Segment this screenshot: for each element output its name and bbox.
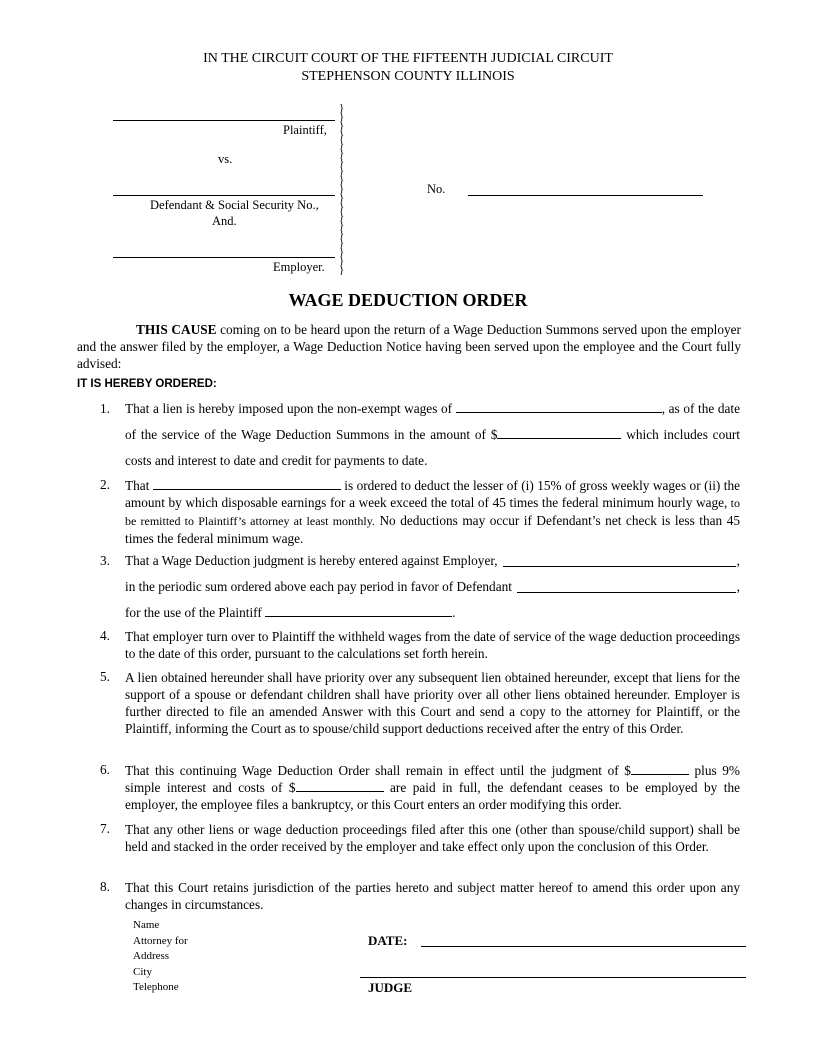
intro-paragraph: [77, 321, 741, 372]
item-6-text: [125, 762, 740, 813]
item-3-part-c: in the periodic sum ordered above each pay period in favor of Defendant: [125, 579, 512, 594]
item-2-number: 2.: [100, 477, 110, 492]
item-1-part-a: That a lien is hereby imposed upon the non-exempt wages of: [125, 401, 453, 416]
item-3-part-a: That a Wage Deduction judgment is hereby entered against Employer,: [125, 553, 498, 568]
employer-blank-line[interactable]: [113, 257, 335, 258]
item-3-part-b: ,: [736, 553, 740, 568]
item-1-number: 1.: [100, 401, 110, 416]
judge-signature-line[interactable]: [360, 977, 746, 978]
item-5-number: 5.: [100, 669, 110, 684]
date-label: DATE:: [368, 933, 408, 948]
attorney-block: [133, 918, 188, 996]
intro-lead: THIS CAUSE: [136, 322, 217, 337]
item-2-part-c: to be remitted to Plaintiff’s attorney at least monthly.: [125, 496, 740, 528]
document-title: WAGE DEDUCTION ORDER: [288, 290, 528, 310]
item-3-line-1: [125, 548, 740, 574]
caption-bracket: } } } } } } } } } } } } } } } } } } }: [339, 102, 345, 276]
attorney-for-label: Attorney for: [133, 934, 188, 947]
item-3-line-3: [125, 600, 740, 626]
item-3-part-f: .: [452, 605, 456, 620]
plaintiff-label: Plaintiff,: [283, 123, 327, 137]
summons-amount-blank[interactable]: [497, 426, 621, 439]
item-4-number: 4.: [100, 628, 110, 643]
item-3-part-e: for the use of the Plaintiff: [125, 605, 262, 620]
item-8-text: That this Court retains jurisdiction of the parties hereto and subject matter hereof to amend this order upon any changes in circumstances.: [125, 880, 740, 912]
attorney-address-label: Address: [133, 950, 170, 962]
defendant-favor-blank[interactable]: [517, 574, 736, 593]
item-2-text: [125, 477, 740, 547]
item-1-text: [125, 396, 740, 474]
court-name-line-1: IN THE CIRCUIT COURT OF THE FIFTEENTH JUDICIAL CIRCUIT: [203, 51, 613, 66]
defendant-blank-line[interactable]: [113, 195, 335, 196]
plaintiff-blank-line[interactable]: [113, 120, 335, 121]
employer-label: Employer.: [273, 260, 325, 274]
plaintiff-use-blank[interactable]: [265, 604, 452, 617]
item-8-number: 8.: [100, 879, 110, 894]
costs-amount-blank[interactable]: [296, 779, 384, 792]
item-6-part-c: are paid in full, the defendant ceases to be employed by the employer, the employee files a bankruptcy, or this Court enters an order modifying this order.: [125, 780, 741, 812]
item-4-text: That employer turn over to Plaintiff the withheld wages from the date of service of the wage deduction proceedings to the date of this order, pursuant to the calculations set forth herein.: [125, 629, 740, 661]
date-blank-line[interactable]: [421, 946, 746, 947]
item-7-text: That any other liens or wage deduction proceedings filed after this one (other than spouse/child support) shall be held and stacked in the order received by the employer and take effect only upon the conclusion of this Order.: [125, 822, 740, 854]
item-2-part-b: is ordered to deduct the lesser of (i) 15% of gross weekly wages or (ii) the amount by which disposable earnings for a week exceed the total of 45 times the federal minimum hourly wage,: [125, 478, 741, 510]
attorney-city-label: City: [133, 965, 152, 978]
item-2-part-d: No deductions may occur if Defendant’s net check is less than 45 times the federal minimum wage.: [125, 513, 740, 546]
judgment-amount-blank[interactable]: [631, 762, 689, 775]
court-name-line-2: STEPHENSON COUNTY ILLINOIS: [301, 69, 515, 84]
attorney-name-label: Name: [133, 919, 160, 931]
defendant-label: Defendant & Social Security No.,: [150, 198, 319, 212]
item-7-number: 7.: [100, 821, 110, 836]
judge-label: JUDGE: [368, 980, 413, 995]
ordered-heading: IT IS HEREBY ORDERED:: [77, 378, 217, 390]
item-1-part-c: which includes court costs and interest to date and credit for payments to date.: [125, 427, 740, 468]
employer-deduct-blank[interactable]: [153, 477, 341, 490]
item-3-number: 3.: [100, 553, 110, 568]
case-number-blank-line[interactable]: [468, 195, 703, 196]
judgment-employer-blank[interactable]: [503, 548, 736, 567]
attorney-telephone-label: Telephone: [133, 981, 179, 993]
item-5-text: A lien obtained hereunder shall have priority over any subsequent lien obtained hereunder, except that liens for the support of a spouse or defendant children shall have priority over all other liens obtained hereunder. Employer is further directed to file an amended Answer with this Court and send a copy to the attorney for Plaintiff, or the Plaintiff, informing the Court as to spouse/child support deductions received after the entry of this Order.: [125, 670, 740, 736]
and-label: And.: [212, 214, 237, 228]
item-3-text: [125, 548, 740, 626]
item-6-part-a: That this continuing Wage Deduction Order shall remain in effect until the judgment of $: [125, 763, 631, 778]
intro-text: coming on to be heard upon the return of a Wage Deduction Summons served upon the employer and the answer filed by the employer, a Wage Deduction Notice having been served upon the employee and the Court fully advised:: [77, 322, 741, 371]
item-3-part-d: ,: [736, 579, 740, 594]
item-3-line-2: [125, 574, 740, 600]
item-6-part-b: plus 9% simple interest and costs of $: [125, 763, 740, 795]
item-6-number: 6.: [100, 762, 110, 777]
item-1-part-b: , as of the date of the service of the Wage Deduction Summons in the amount of $: [125, 401, 741, 442]
employee-name-blank[interactable]: [456, 400, 662, 413]
case-number-label: No.: [427, 182, 446, 196]
vs-label: vs.: [218, 152, 233, 166]
item-2-part-a: That: [125, 478, 150, 493]
